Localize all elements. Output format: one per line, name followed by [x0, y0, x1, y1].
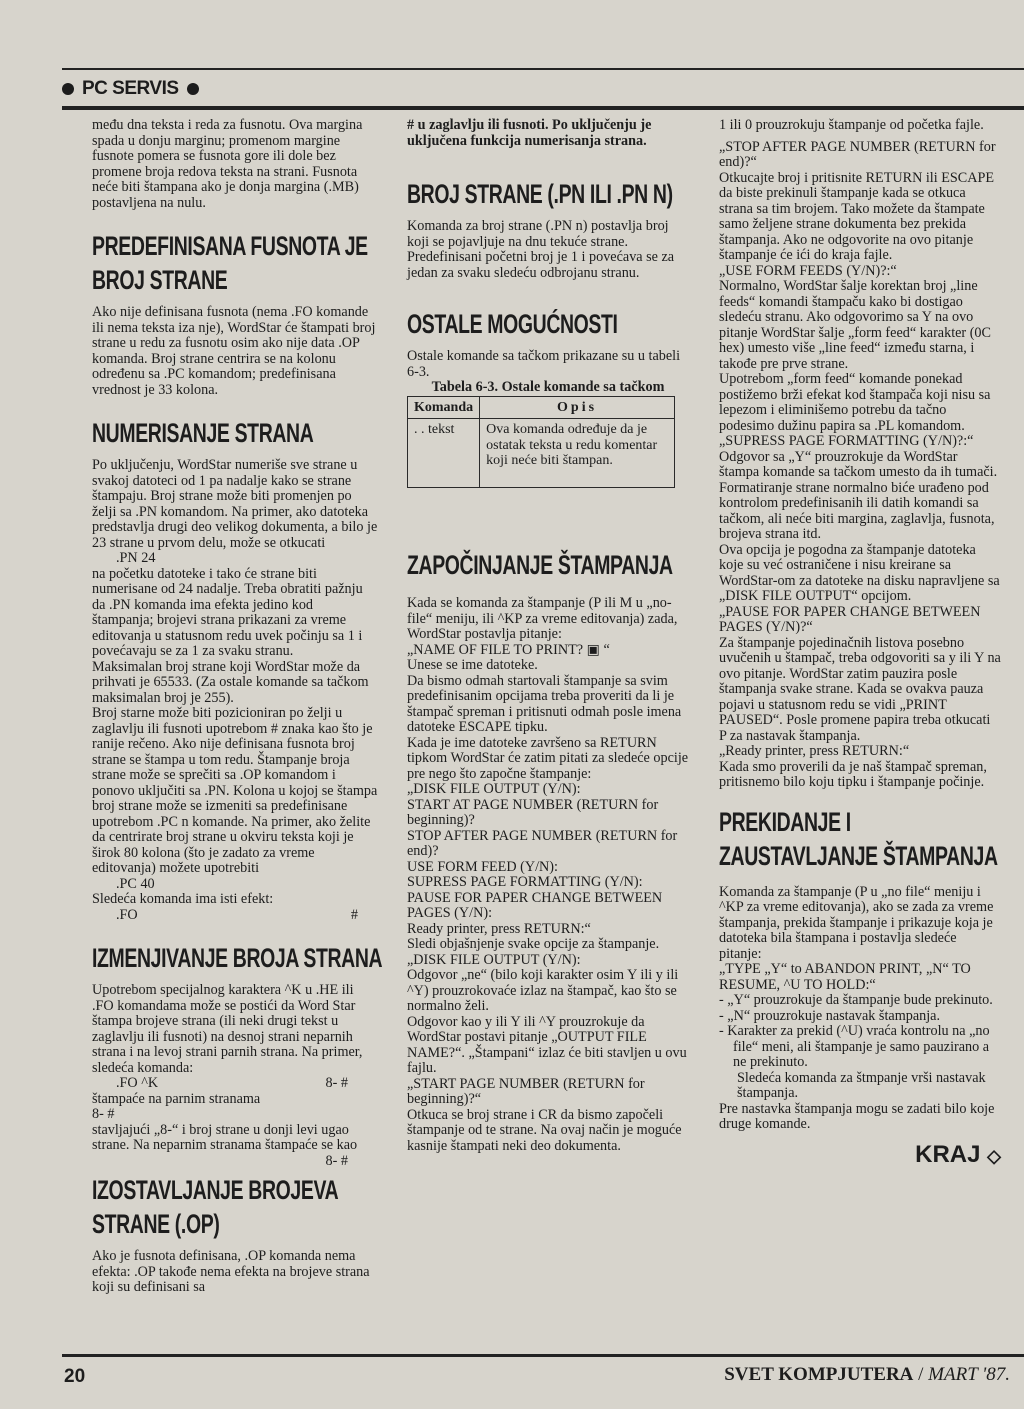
footer-separator: / — [913, 1364, 929, 1385]
end-mark — [719, 1140, 1001, 1168]
prompt-line: „USE FORM FEEDS (Y/N)?:“ — [719, 262, 897, 279]
paragraph: Po uključenju, WordStar numeriše sve strane u svakoj datoteci od 1 pa nadalje kako se strane štampaju. Broj strane može biti promenjen po želji sa .PN komandom. Na primer, ako datoteka predstavlja drugi deo velikog dokumenta, a bilo je 23 strane u prvom delu, može se otkucati — [92, 457, 378, 551]
paragraph: štampaće na parnim stranama — [92, 1090, 261, 1107]
paragraph: 1 ili 0 prouzrokuju štampanje od početka fajle. — [719, 117, 984, 133]
column-3 — [719, 117, 1001, 1168]
issue-date: MART '87. — [928, 1364, 1010, 1385]
table-header: Opis — [480, 396, 675, 419]
paragraph: Odgovor „ne“ (bilo koji karakter osim Y ili y ili ^Y) prouzrokovaće izlaz na štampač, kao što se normalno želi. — [407, 967, 679, 1014]
paragraph: Kada smo proverili da je naš štampač spreman, pritisnemo bilo koju tipku i štampanje počinje. — [719, 758, 987, 790]
section-header — [62, 78, 199, 100]
paragraph: Otkuca se broj strane i CR da bismo započeli štampanje od te strane. Na ovaj način je moguće kasnije štampati neki deo dokumenta. — [407, 1106, 682, 1154]
paragraph: Normalno, WordStar šalje korektan broj „line feeds“ komandi štampaču kako bi dostigao sledeću stranu. Ako odgovorimo sa Y na ovo pitanje WordStar šalje „form feed“ karakter (0C hex) umesto više „line feed“ između starna, i takođe pre prve strane. — [719, 278, 991, 372]
table-header: Komanda — [408, 396, 480, 419]
end-text: KRAJ — [915, 1140, 981, 1168]
bottom-rule — [62, 1354, 1024, 1357]
prompt-line: SUPRESS PAGE FORMATTING (Y/N): — [407, 874, 643, 890]
paragraph: Kada je ime datoteke završeno sa RETURN tipkom WordStar će zatim pitati za sledeće opcije pre nego što započne štampanje: — [407, 734, 689, 782]
code-text: 8- # — [325, 1075, 348, 1091]
paragraph: Odgovor sa „Y“ prouzrokuje da WordStar štampa komande sa tačkom umesto da ih tumači. Formatiranje strane normalno biće urađeno pod kontrolom predefinisanih ili datih komandi sa tačkom, ali neće biti margina, zaglavlja, fusnota, brojeva strana itd. — [719, 448, 998, 542]
prompt-line: „SUPRESS PAGE FORMATTING (Y/N)?:“ — [719, 433, 974, 449]
heading-other-options: OSTALE MOGUĆNOSTI — [407, 309, 618, 339]
code-line: 8- # — [92, 1106, 115, 1122]
paragraph: Pre nastavka štampanja mogu se zadati bilo koje druge komande. — [719, 1100, 995, 1132]
column-1 — [92, 117, 383, 1296]
prompt-line: „START PAGE NUMBER (RETURN for beginning)?“ — [407, 1075, 645, 1107]
prompt-line: „NAME OF FILE TO PRINT? ▣ “ — [407, 641, 610, 658]
prompt-line: „PAUSE FOR PAPER CHANGE BETWEEN PAGES (Y/N)?“ — [719, 603, 981, 635]
paragraph: Maksimalan broj strane koji WordStar može da prihvati je 65533. (Za ostale komande sa tačkom maksimalan broj je 255). — [92, 658, 369, 706]
paragraph: stavljajući „8-“ i broj strane u donji levi ugao strane. Na neparnim stranama štampaće se kao — [92, 1121, 358, 1153]
code-line — [92, 1076, 378, 1092]
paragraph: Ova opcija je pogodna za štampanje datoteka koje su već ostraničene i nisu kreirane sa WordStar-om za datoteke na disku napravljene sa „DISK FILE OUTPUT“ opcijom. — [719, 541, 1000, 604]
heading-predefined-footnote: PREDEFINISANA FUSNOTA JE BROJ STRANE — [92, 231, 368, 295]
heading-omitting-page-numbers: IZOSTAVLJANJE BROJEVA STRANE (.OP) — [92, 1175, 338, 1239]
paragraph: Ostale komande sa tačkom prikazane su u tabeli 6-3. — [407, 348, 681, 380]
magazine-name: SVET KOMPJUTERA — [724, 1364, 914, 1385]
page-number: 20 — [64, 1366, 86, 1387]
prompt-line: „DISK FILE OUTPUT (Y/N): — [407, 781, 581, 797]
prompt-line: Ready printer, press RETURN:“ — [407, 920, 591, 937]
paragraph: # u zaglavlju ili fusnoti. Po uključenju je uključena funkcija numerisanja strana. — [407, 117, 652, 149]
dot-commands-table — [407, 396, 675, 489]
column-2 — [407, 118, 689, 1154]
header-rule — [62, 106, 1024, 110]
magazine-footer — [724, 1364, 1010, 1386]
code-line: 8- # — [325, 1152, 348, 1169]
paragraph: Kada se komanda za štampanje (P ili M u „no-file“ meniju, ili ^KP za vreme editovanja) zada, WordStar postavlja pitanje: — [407, 595, 678, 642]
paragraph: Ako nije definisana fusnota (nema .FO komande ili nema teksta iza nje), WordStar će štampati broj strane u redu za fusnotu osim ako nije data .OP komanda. Broj strane centrira se na kolonu određenu sa .PC komandom; predefinisana vrednost je 33 kolona. — [92, 304, 376, 398]
section-title: PC SERVIS — [82, 78, 179, 99]
paragraph: među dna teksta i reda za fusnotu. Ova margina spada u donju marginu; promenom margine fusnote pomera se fusnota gore ili dole bez promene broja redova teksta na strani. Fusnota neće biti štampana ako je donja margina (.MB) postavljena na nulu. — [92, 117, 363, 211]
paragraph: Upotrebom „form feed“ komande ponekad postižemo brži efekat kod štampača koji nisu sa lepezom i eliminišemo potrebu da tačno podesimo dužinu papira sa .PL komandom. — [719, 371, 991, 434]
table-row — [408, 419, 675, 488]
paragraph: na početku datoteke i tako će strane biti numerisane od 24 nadalje. Treba obratiti pažnju da .PN komanda ima efekta jedino kod štampanja; brojevi strana prikazani za vreme editovanja u statusnom redu uvek počinju sa 1 i povećavaju se za 1 za svaku stranu. — [92, 565, 363, 659]
prompt-line: „DISK FILE OUTPUT (Y/N): — [407, 951, 581, 968]
paragraph: Broj starne može biti pozicioniran po želji u zaglavlju ili fusnoti upotrebom # znaka kao što je ranije rečeno. Ako nije definisana fusnota broj strane se štampa u tom redu. Štampanje broja strane može se sprečiti sa .OP komandom i ponovo uključiti sa .PN. Kolona u kojoj se štampa broj strane može se izmeniti sa predefinisane upotrebom .PC n komande. Na primer, ako želite da centrirate broj strane u okviru teksta koji je širok 80 kolona (što je zadato za vreme editovanja) možete upotrebiti — [92, 705, 378, 876]
prompt-line: START AT PAGE NUMBER (RETURN for beginning)? — [407, 796, 659, 828]
prompt-line: „STOP AFTER PAGE NUMBER (RETURN for end)?“ — [719, 138, 996, 170]
table-caption: Tabela 6-3. Ostale komande sa tačkom — [431, 379, 665, 395]
table-cell: Ova komanda određuje da je ostatak teksta u redu komentar koji neće biti štampan. — [480, 419, 675, 488]
top-rule — [62, 68, 1024, 70]
heading-page-number: BROJ STRANE (.PN ILI .PN N) — [407, 179, 673, 209]
bullet-icon — [62, 83, 74, 95]
list-item: - „N“ prouzrokuje nastavak štampanja. — [719, 1007, 941, 1024]
paragraph: Komanda za štampanje (P u „no file“ meniju i ^KP za vreme editovanja), ako se zada za vreme štampanja, prekida štampanje i prikazuje koja je datoteka bila štampana i postavlja sledeće pitanje: — [719, 883, 994, 962]
bullet-icon — [187, 83, 199, 95]
heading-start-printing: ZAPOČINJANJE ŠTAMPANJA — [407, 550, 673, 580]
paragraph: Za štampanje pojedinačnih listova posebno uvučenih u štampač, treba odgovoriti sa y ili Y na ovo pitanje. WordStar zatim pauzira posle štampanja svake strane. Kada se ovakva pauza pojavi u statusnom redu se vidi „PRINT PAUSED“. Posle promene papira treba otkucati P za nastavak štampanja. — [719, 634, 1001, 744]
table-cell: . . tekst — [408, 419, 480, 488]
prompt-line: PAUSE FOR PAPER CHANGE BETWEEN PAGES (Y/N): — [407, 889, 663, 921]
list-item: - „Y“ prouzrokuje da štampanje bude prekinuto. — [719, 992, 993, 1008]
paragraph: Otkucajte broj i pritisnite RETURN ili ESCAPE da biste prekinuli štampanje kada se otkuca strana sa tim brojem. Tako možete da štampate samo željene strane dokumenta bez prekida štampanja. Ako ne odgovorite na ovo pitanje štampanje će ići do kraja fajle. — [719, 169, 995, 263]
prompt-line: STOP AFTER PAGE NUMBER (RETURN for end)? — [407, 827, 678, 859]
prompt-line: „Ready printer, press RETURN:“ — [719, 743, 910, 759]
paragraph: Upotrebom specijalnog karaktera ^K u .HE ili .FO komandama može se postići da Word Star štampa brojeve strana (ili neki drugi tekst u zaglavlju ili fusnoti) na desnoj strani neparnih strana i na levoj strani parnih strana. Na primer, sledeća komanda: — [92, 982, 363, 1076]
table-header-row — [408, 396, 675, 419]
heading-page-numbering: NUMERISANJE STRANA — [92, 418, 314, 448]
paragraph: Sledeća komanda za štmpanje vrši nastavak štampanja. — [737, 1069, 986, 1101]
paragraph: Unese se ime datoteke. — [407, 657, 538, 673]
list-item: - Karakter za prekid (^U) vraća kontrolu na „no file“ meni, ali štampanje je samo pauzirano a ne prekinuto. — [719, 1023, 990, 1070]
option-list — [719, 993, 1001, 1071]
prompt-line: „TYPE „Y“ to ABANDON PRINT, „N“ TO RESUME, ^U TO HOLD:“ — [719, 961, 971, 993]
code-text: .FO — [116, 906, 138, 923]
prompt-line: USE FORM FEED (Y/N): — [407, 858, 558, 875]
code-line — [92, 908, 378, 924]
code-line: .PC 40 — [116, 875, 155, 892]
paragraph: Odgovor kao y ili Y ili ^Y prouzrokuje da WordStar postavi pitanje „OUTPUT FILE NAME?“. „Štampani“ izlaz će biti stavljen u ovu fajlu. — [407, 1013, 687, 1076]
paragraph: Komanda za broj strane (.PN n) postavlja broj koji se pojavljuje na dnu tekuće strane. Predefinisani početni broj je 1 i povećava se za jedan za svaku sledeću odbrojanu stranu. — [407, 218, 675, 281]
code-text: # — [350, 906, 358, 923]
paragraph: Sledi objašnjenje svake opcije za štampanje. — [407, 936, 660, 952]
heading-changing-page-numbers: IZMENJIVANJE BROJA STRANA — [92, 943, 383, 973]
paragraph: Ako je fusnota definisana, .OP komanda nema efekta: .OP takođe nema efekta na brojeve strana koji su definisani sa — [92, 1248, 370, 1295]
diamond-icon: ◇ — [987, 1145, 1001, 1166]
code-line: .PN 24 — [116, 550, 156, 566]
code-text: .FO ^K — [116, 1075, 159, 1091]
paragraph: Da bismo odmah startovali štampanje sa svim predefinisanim opcijama treba proveriti da li je štampač spreman i pritisnuti odmah posle imena datoteke ESCAPE tipku. — [407, 672, 682, 735]
heading-interrupt-printing: PREKIDANJE I ZAUSTAVLJANJE ŠTAMPANJA — [719, 806, 998, 871]
paragraph: Sledeća komanda ima isti efekt: — [92, 891, 274, 907]
